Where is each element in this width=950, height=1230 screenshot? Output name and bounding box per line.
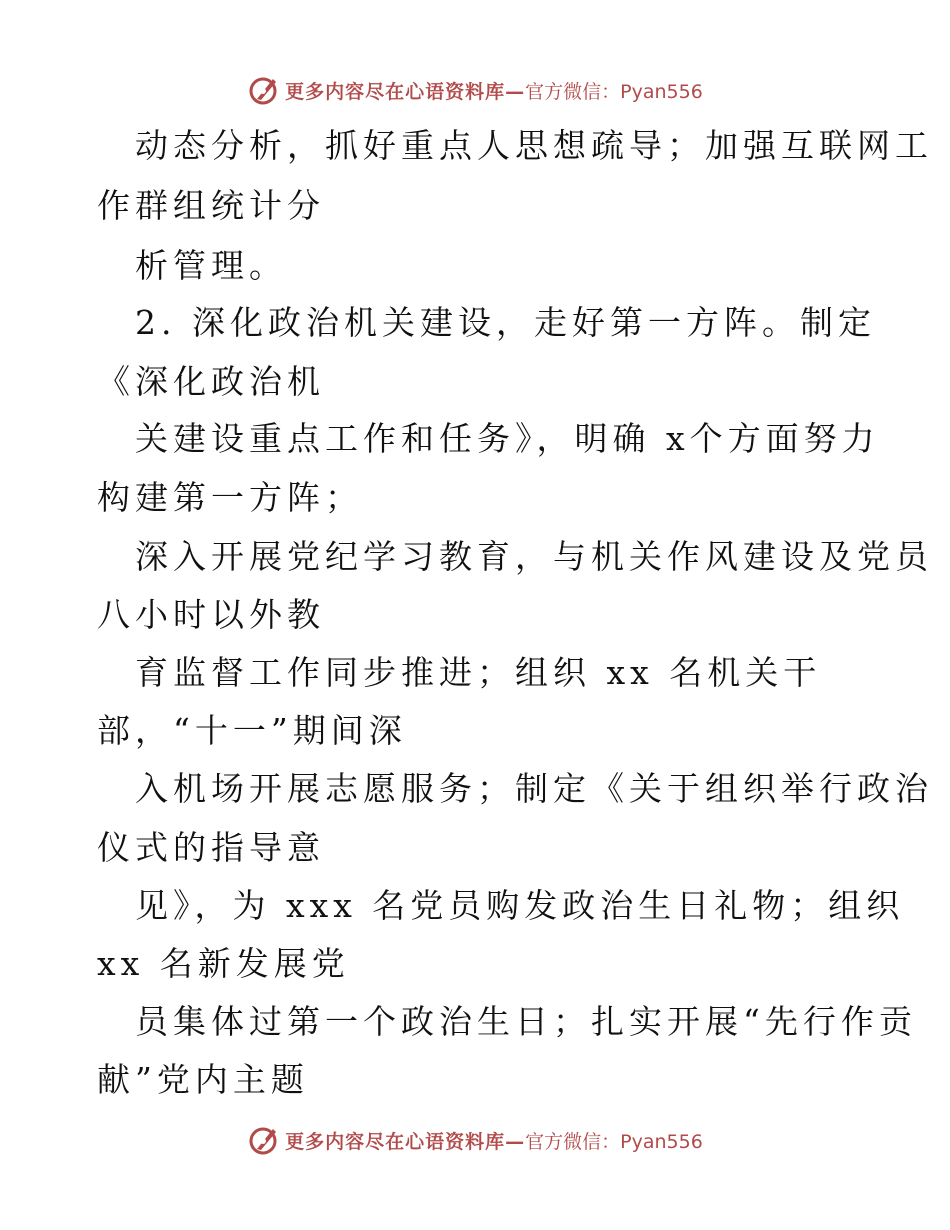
text-line-12: 入机场开展志愿服务；制定《关于组织举行政治 — [135, 769, 933, 808]
text-line-7: 构建第一方阵； — [97, 478, 363, 517]
text-line-8: 深入开展党纪学习教育，与机关作风建设及党员 — [135, 537, 933, 576]
text-line-16: 员集体过第一个政治生日；扎实开展“先行作贡 — [135, 1002, 917, 1041]
text-line-3: 析管理。 — [135, 246, 287, 285]
text-line-14: 见》，为 xxx 名党员购发政治生日礼物；组织 — [135, 886, 905, 925]
text-line-11: 部，“十一”期间深 — [97, 711, 407, 750]
text-line-2: 作群组统计分 — [97, 186, 325, 225]
watermark-text — [285, 1127, 703, 1154]
text-line-9: 八小时以外教 — [97, 595, 325, 634]
watermark-contact: 官方微信：Pyan556 — [525, 1130, 703, 1153]
text-line-10: 育监督工作同步推进；组织 xx 名机关干 — [135, 653, 822, 692]
watermark-contact: 官方微信：Pyan556 — [525, 80, 703, 103]
text-line-4: 2. 深化政治机关建设，走好第一方阵。制定 — [135, 303, 876, 342]
text-line-1: 动态分析，抓好重点人思想疏导；加强互联网工 — [135, 126, 933, 165]
quill-logo-icon — [247, 1123, 281, 1157]
text-line-5: 《深化政治机 — [97, 362, 325, 401]
watermark-brand: 更多内容尽在心语资料库— — [285, 1130, 526, 1153]
watermark-brand: 更多内容尽在心语资料库— — [285, 80, 526, 103]
text-line-17: 献”党内主题 — [97, 1060, 309, 1099]
text-line-15: xx 名新发展党 — [97, 944, 350, 983]
footer-watermark — [0, 1120, 950, 1160]
text-line-13: 仪式的指导意 — [97, 828, 325, 867]
text-line-6: 关建设重点工作和任务》，明确 x个方面努力 — [135, 419, 880, 458]
